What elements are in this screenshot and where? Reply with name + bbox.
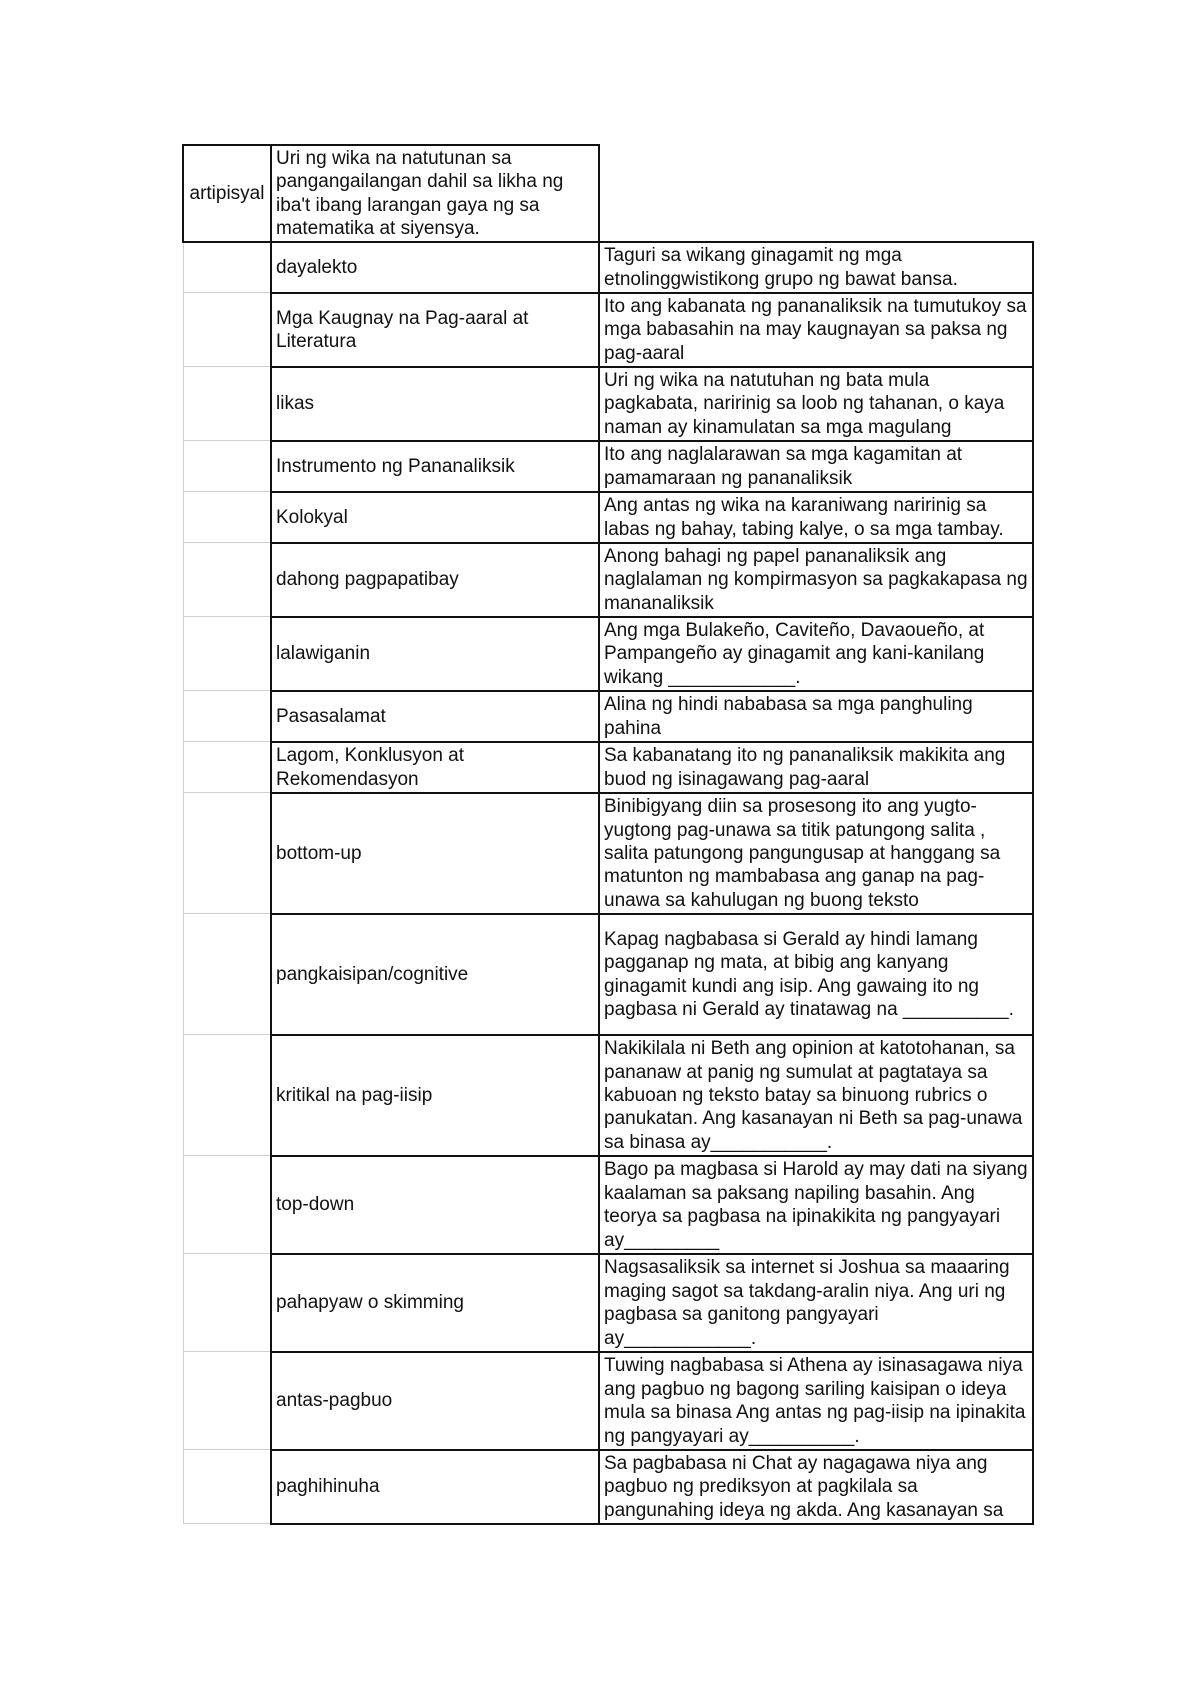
answer-cell: Instrumento ng Pananaliksik [271, 441, 599, 492]
question-cell: Bago pa magbasa si Harold ay may dati na siyang kaalaman sa paksang napiling basahin. Ang teorya sa pagbasa na ipinakikita ng pangyayari ay_________ [599, 1156, 1033, 1254]
table-row-header-term [183, 145, 1033, 242]
table-row [183, 1156, 1033, 1254]
question-cell: Ang mga Bulakeño, Caviteño, Davaoueño, at Pampangeño ay ginagamit ang kani-kanilang wikang ____________. [599, 617, 1033, 691]
answer-cell: dayalekto [271, 242, 599, 293]
table-row [183, 293, 1033, 367]
empty-cell [183, 1450, 271, 1524]
empty-cell [183, 242, 271, 293]
table-row [183, 242, 1033, 293]
table-row [183, 1450, 1033, 1524]
answer-cell: Pasasalamat [271, 691, 599, 742]
empty-cell [183, 543, 271, 617]
empty-cell [599, 145, 1033, 242]
empty-cell [183, 367, 271, 441]
table-row [183, 914, 1033, 1035]
question-cell: Kapag nagbabasa si Gerald ay hindi lamang pagganap ng mata, at bibig ang kanyang ginagamit kundi ang isip. Ang gawaing ito ng pagbasa ni Gerald ay tinatawag na __________. [599, 914, 1033, 1035]
answer-cell: pangkaisipan/cognitive [271, 914, 599, 1035]
term-cell: artipisyal [183, 145, 271, 242]
quiz-table [182, 144, 1034, 1525]
question-cell: Taguri sa wikang ginagamit ng mga etnolinggwistikong grupo ng bawat bansa. [599, 242, 1033, 293]
question-cell: Ito ang kabanata ng pananaliksik na tumutukoy sa mga babasahin na may kaugnayan sa paksa ng pag-aaral [599, 293, 1033, 367]
question-cell: Anong bahagi ng papel pananaliksik ang naglalaman ng kompirmasyon sa pagkakapasa ng mananaliksik [599, 543, 1033, 617]
question-cell: Nagsasaliksik sa internet si Joshua sa maaaring maging sagot sa takdang-aralin niya. Ang uri ng pagbasa sa ganitong pangyayari ay____________. [599, 1254, 1033, 1352]
table-row [183, 1254, 1033, 1352]
answer-cell: Mga Kaugnay na Pag-aaral at Literatura [271, 293, 599, 367]
table-row [183, 1035, 1033, 1156]
question-cell: Nakikilala ni Beth ang opinion at katotohanan, sa pananaw at panig ng sumulat at pagtataya sa kabuoan ng teksto batay sa binuong rubrics o panukatan. Ang kasanayan ni Beth sa pag-unawa sa binasa ay___________. [599, 1035, 1033, 1156]
table-row [183, 543, 1033, 617]
answer-cell: kritikal na pag-iisip [271, 1035, 599, 1156]
empty-cell [183, 742, 271, 793]
empty-cell [183, 492, 271, 543]
empty-cell [183, 293, 271, 367]
answer-cell: top-down [271, 1156, 599, 1254]
question-cell: Binibigyang diin sa prosesong ito ang yugto-yugtong pag-unawa sa titik patungong salita , salita patungong pangungusap at hanggang sa matunton ng mambabasa ang ganap na pag-unawa sa kahulugan ng buong teksto [599, 793, 1033, 914]
empty-cell [183, 1035, 271, 1156]
empty-cell [183, 1254, 271, 1352]
table-row [183, 492, 1033, 543]
answer-cell: Lagom, Konklusyon at Rekomendasyon [271, 742, 599, 793]
empty-cell [183, 914, 271, 1035]
table-row [183, 617, 1033, 691]
question-cell: Ito ang naglalarawan sa mga kagamitan at pamamaraan ng pananaliksik [599, 441, 1033, 492]
table-row [183, 367, 1033, 441]
empty-cell [183, 1352, 271, 1450]
question-cell: Tuwing nagbabasa si Athena ay isinasagawa niya ang pagbuo ng bagong sariling kaisipan o ideya mula sa binasa Ang antas ng pag-iisip na ipinakita ng pangyayari ay__________. [599, 1352, 1033, 1450]
table-row [183, 742, 1033, 793]
empty-cell [183, 441, 271, 492]
empty-cell [183, 691, 271, 742]
question-cell: Sa kabanatang ito ng pananaliksik makikita ang buod ng isinagawang pag-aaral [599, 742, 1033, 793]
table-row [183, 441, 1033, 492]
question-cell: Ang antas ng wika na karaniwang naririnig sa labas ng bahay, tabing kalye, o sa mga tambay. [599, 492, 1033, 543]
question-cell: Alina ng hindi nababasa sa mga panghuling pahina [599, 691, 1033, 742]
answer-cell: antas-pagbuo [271, 1352, 599, 1450]
empty-cell [183, 617, 271, 691]
empty-cell [183, 793, 271, 914]
answer-cell: Kolokyal [271, 492, 599, 543]
answer-cell: likas [271, 367, 599, 441]
table-row [183, 1352, 1033, 1450]
question-cell: Sa pagbabasa ni Chat ay nagagawa niya ang pagbuo ng prediksyon at pagkilala sa pangunahing ideya ng akda. Ang kasanayan sa [599, 1450, 1033, 1524]
answer-cell: pahapyaw o skimming [271, 1254, 599, 1352]
answer-cell: lalawiganin [271, 617, 599, 691]
table-row [183, 793, 1033, 914]
empty-cell [183, 1156, 271, 1254]
question-cell: Uri ng wika na natutuhan ng bata mula pagkabata, naririnig sa loob ng tahanan, o kaya naman ay kinamulatan sa mga magulang [599, 367, 1033, 441]
term-definition-cell: Uri ng wika na natutunan sa pangangailangan dahil sa likha ng iba't ibang larangan gaya ng sa matematika at siyensya. [271, 145, 599, 242]
table-row [183, 691, 1033, 742]
answer-cell: paghihinuha [271, 1450, 599, 1524]
answer-cell: bottom-up [271, 793, 599, 914]
answer-cell: dahong pagpapatibay [271, 543, 599, 617]
